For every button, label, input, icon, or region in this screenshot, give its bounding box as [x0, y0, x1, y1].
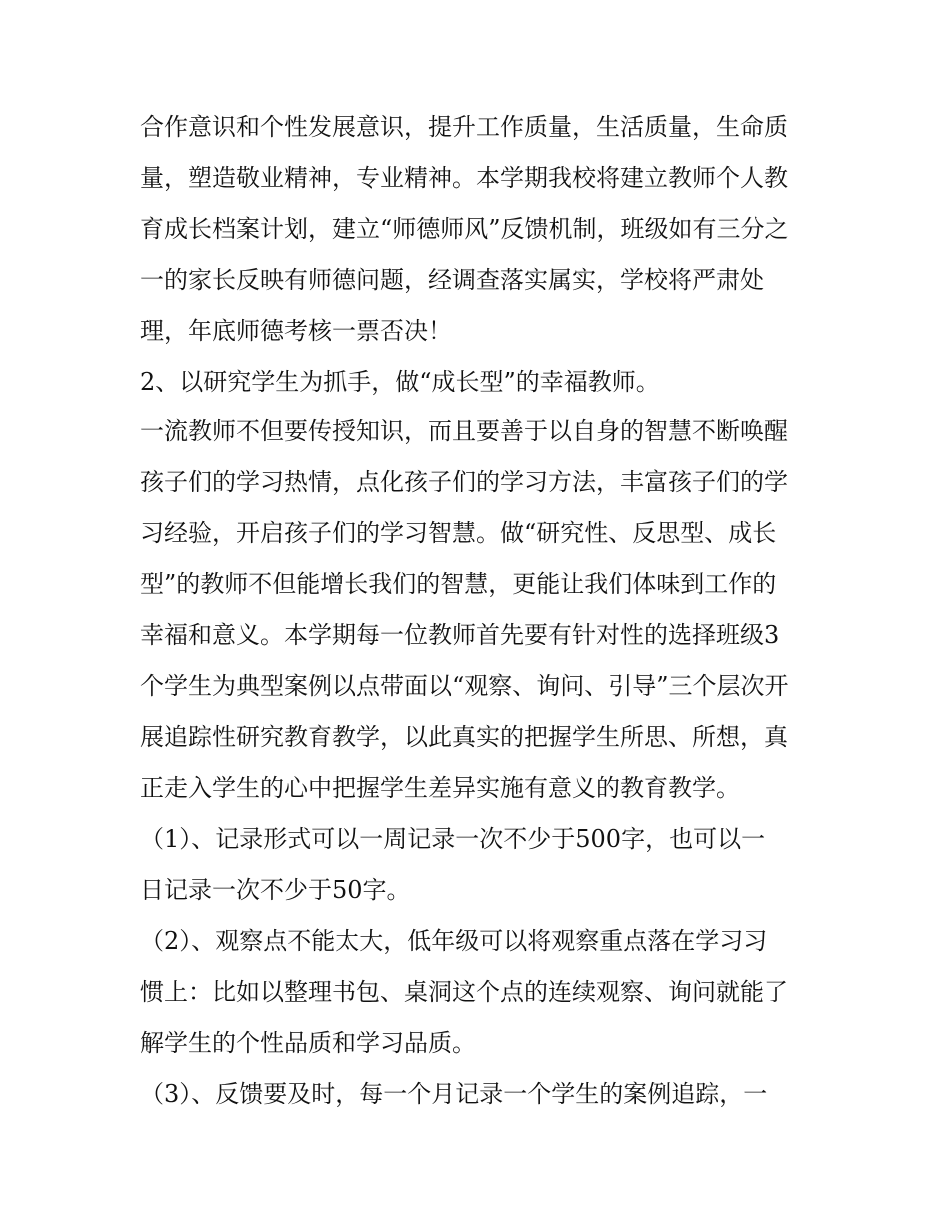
text-line: 型”的教师不但能增长我们的智慧，更能让我们体味到工作的 — [140, 570, 777, 598]
text-line: 育成长档案计划，建立“师德师风”反馈机制，班级如有三分之 — [140, 215, 789, 243]
text-line: 日记录一次不少于50字。 — [140, 876, 411, 904]
list-item: （3）、反馈要及时，每一个月记录一个学生的案例追踪，一 — [140, 1080, 768, 1108]
text-line: 个学生为典型案例以点带面以“观察、询问、引导”三个层次开 — [140, 672, 789, 700]
list-item: （2）、观察点不能太大，低年级可以将观察重点落在学习习 — [140, 927, 768, 955]
text-line: 一的家长反映有师德问题，经调查落实属实，学校将严肃处 — [140, 266, 764, 294]
text-line: 惯上：比如以整理书包、桌洞这个点的连续观察、询问就能了 — [140, 978, 788, 1006]
text-line: 理，年底师德考核一票否决！ — [140, 317, 452, 345]
text-line: 展追踪性研究教育教学，以此真实的把握学生所思、所想，真 — [140, 723, 788, 751]
section-heading: 2、以研究学生为抓手，做“成长型”的幸福教师。 — [140, 368, 660, 396]
text-line: 解学生的个性品质和学习品质。 — [140, 1029, 476, 1057]
text-line: 正走入学生的心中把握学生差异实施有意义的教育教学。 — [140, 774, 740, 802]
text-line: 孩子们的学习热情，点化孩子们的学习方法，丰富孩子们的学 — [140, 468, 788, 496]
text-line: 量，塑造敬业精神，专业精神。本学期我校将建立教师个人教 — [140, 164, 788, 192]
text-line: 合作意识和个性发展意识，提升工作质量，生活质量，生命质 — [140, 113, 788, 141]
text-line: 幸福和意义。本学期每一位教师首先要有针对性的选择班级3 — [140, 621, 780, 649]
list-item: （1）、记录形式可以一周记录一次不少于500字，也可以一 — [140, 825, 766, 853]
text-line: 一流教师不但要传授知识，而且要善于以自身的智慧不断唤醒 — [140, 417, 788, 445]
text-line: 习经验，开启孩子们的学习智慧。做“研究性、反思型、成长 — [140, 519, 777, 547]
